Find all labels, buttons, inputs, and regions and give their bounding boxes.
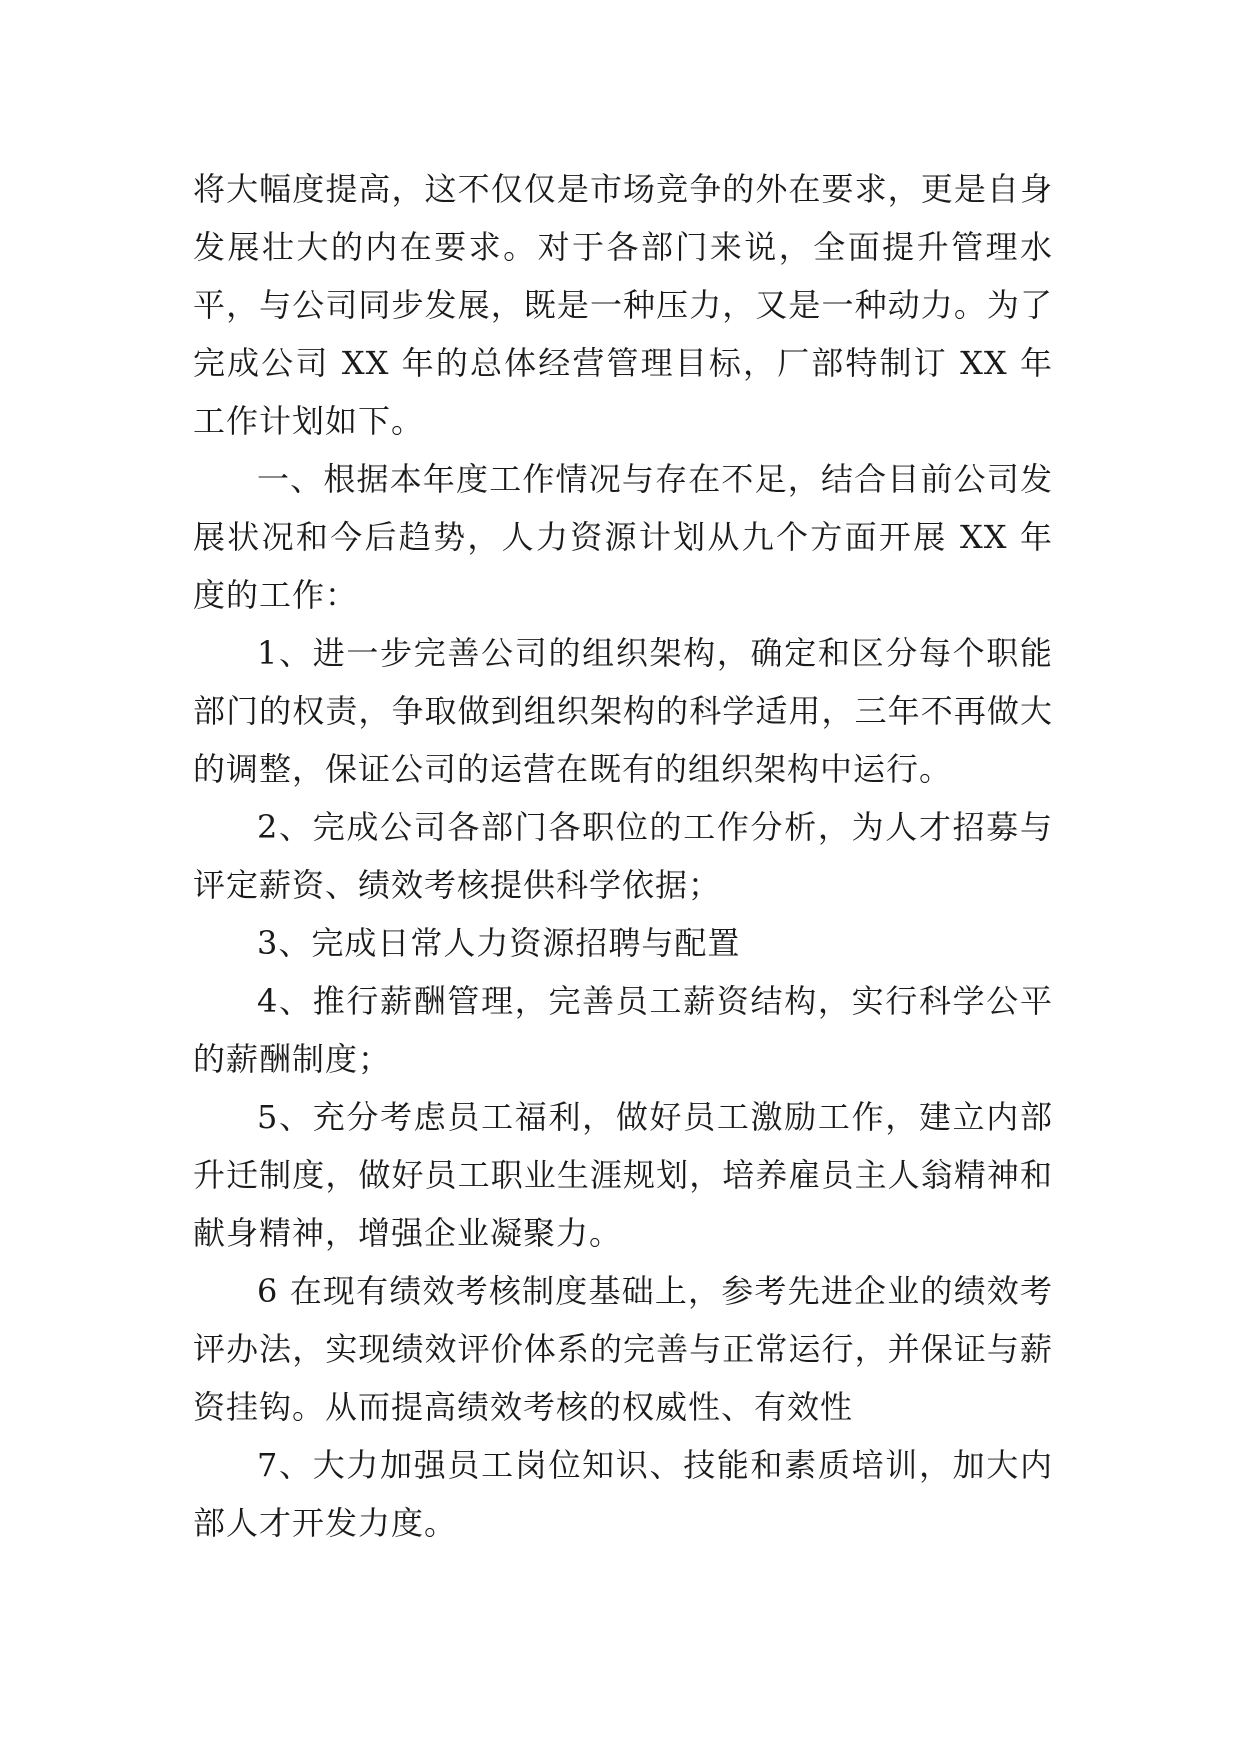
paragraph-item-3: 3、完成日常人力资源招聘与配置: [257, 924, 741, 962]
paragraph-item-6: 6 在现有绩效考核制度基础上，参考先进企业的绩效考评办法，实现绩效评价体系的完善与正常运行，并保证与薪资挂钩。从而提高绩效考核的权威性、有效性: [193, 1272, 1053, 1426]
paragraph-item-4: 4、推行薪酬管理，完善员工薪资结构，实行科学公平的薪酬制度；: [193, 982, 1053, 1078]
paragraph-item-2: 2、完成公司各部门各职位的工作分析，为人才招募与评定薪资、绩效考核提供科学依据；: [193, 808, 1053, 904]
paragraph-intro-continued: 将大幅度提高，这不仅仅是市场竞争的外在要求，更是自身发展壮大的内在要求。对于各部门来说，全面提升管理水平，与公司同步发展，既是一种压力，又是一种动力。为了完成公司 XX 年的总体经营管理目标，厂部特制订 XX 年工作计划如下。: [193, 170, 1053, 440]
paragraph-item-1: 1、进一步完善公司的组织架构，确定和区分每个职能部门的权责，争取做到组织架构的科学适用，三年不再做大的调整，保证公司的运营在既有的组织架构中运行。: [193, 634, 1053, 788]
paragraph-item-5: 5、充分考虑员工福利，做好员工激励工作，建立内部升迁制度，做好员工职业生涯规划，培养雇员主人翁精神和献身精神，增强企业凝聚力。: [193, 1098, 1053, 1252]
paragraph-item-7: 7、大力加强员工岗位知识、技能和素质培训，加大内部人才开发力度。: [193, 1446, 1053, 1542]
paragraph-section-one: 一、根据本年度工作情况与存在不足，结合目前公司发展状况和今后趋势，人力资源计划从九个方面开展 XX 年度的工作：: [193, 460, 1053, 614]
document-body: [193, 160, 1053, 1552]
